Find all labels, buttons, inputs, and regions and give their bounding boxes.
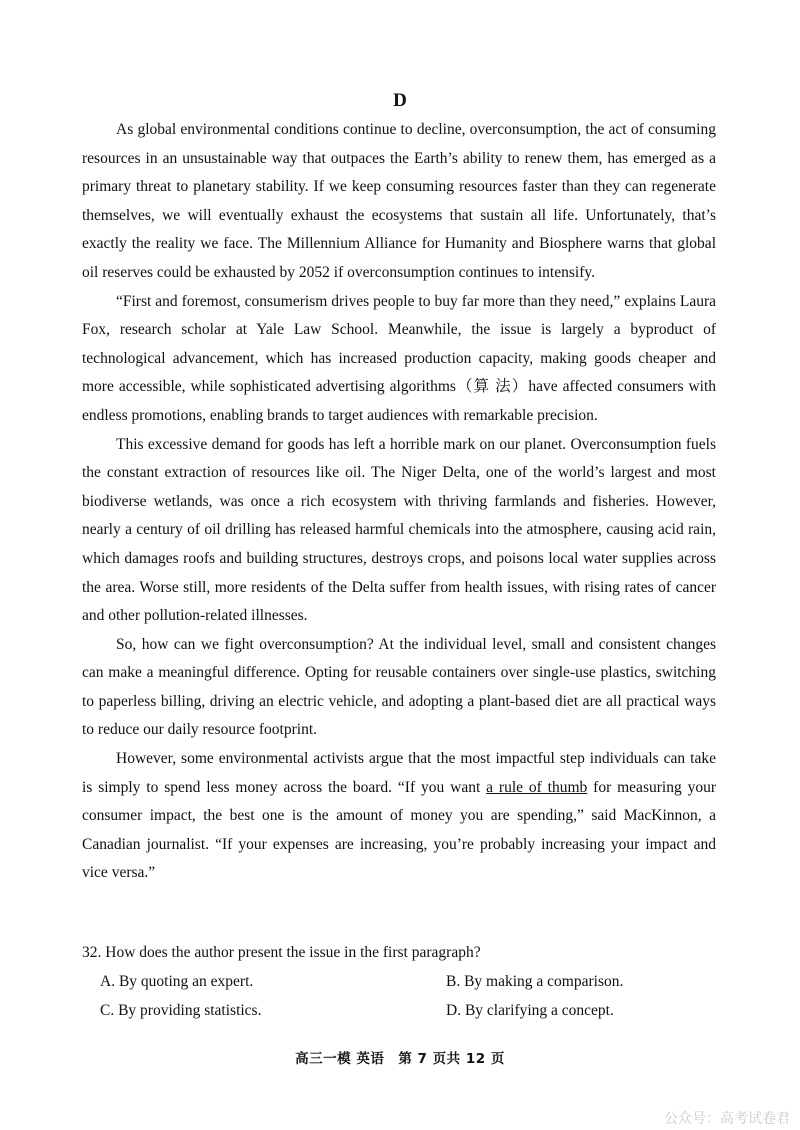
reading-passage (82, 116, 716, 888)
question-stem: 32. How does the author present the issue in the first paragraph? (82, 944, 481, 961)
option-d[interactable]: D. By clarifying a concept. (446, 1002, 614, 1019)
option-b[interactable]: B. By making a comparison. (446, 973, 624, 990)
section-heading: D (393, 90, 407, 111)
paragraph-3: This excessive demand for goods has left a horrible mark on our planet. Overconsumption fuels the constant extraction of resources like oil. The Niger Delta, one of the world’s largest and most biodiverse wetlands, was once a rich ecosystem with thriving farmlands and fisheries. However, nearly a century of oil drilling has released harmful chemicals into the atmosphere, causing acid rain, which damages roofs and building structures, destroys crops, and poisons local water supplies across the area. Worse still, more residents of the Delta suffer from health issues, with rising rates of cancer and other pollution-related illnesses. (82, 435, 716, 625)
watermark: 公众号：高考试卷君 (664, 1111, 790, 1127)
paragraph-1: As global environmental conditions continue to decline, overconsumption, the act of consuming resources in an unsustainable way that outpaces the Earth’s ability to renew them, has emerged as a primary threat to planetary stability. If we keep consuming resources faster than they can regenerate themselves, we will eventually exhaust the ecosystems that sustain all life. Unfortunately, that’s exactly the reality we face. The Millennium Alliance for Humanity and Biosphere warns that global oil reserves could be exhausted by 2052 if overconsumption continues to intensify. (82, 121, 716, 281)
page-footer: 高三一模 英语 第 7 页共 12 页 (295, 1051, 505, 1067)
paragraph-5-start: However, some environmental activists argue that the most impactful step individuals can take is simply to spend less money across the board. “If you want (82, 750, 716, 796)
option-a[interactable]: A. By quoting an expert. (100, 973, 254, 990)
paragraph-4: So, how can we fight overconsumption? At the individual level, small and consistent changes can make a meaningful difference. Opting for reusable containers over single-use plastics, switching to paperless billing, driving an electric vehicle, and adopting a plant-based diet are all practical ways to reduce our daily resource footprint. (82, 635, 716, 739)
answer-options (100, 967, 700, 1025)
paragraph-5 (82, 745, 716, 888)
option-c[interactable]: C. By providing statistics. (100, 1002, 262, 1019)
paragraph-2: “First and foremost, consumerism drives people to buy far more than they need,” explains Laura Fox, research scholar at Yale Law School. Meanwhile, the issue is largely a byproduct of technological advancement, which has increased production capacity, making goods cheaper and more accessible, while sophisticated advertising algorithms（算 法）have affected consumers with endless promotions, enabling brands to target audiences with remarkable precision. (82, 292, 716, 424)
underlined-phrase: a rule of thumb (486, 778, 588, 796)
paragraph-5-end: for measuring your consumer impact, the best one is the amount of money you are spending,” said MacKinnon, a Canadian journalist. “If your expenses are increasing, you’re probably increasing your impact and vice versa.” (82, 778, 716, 882)
